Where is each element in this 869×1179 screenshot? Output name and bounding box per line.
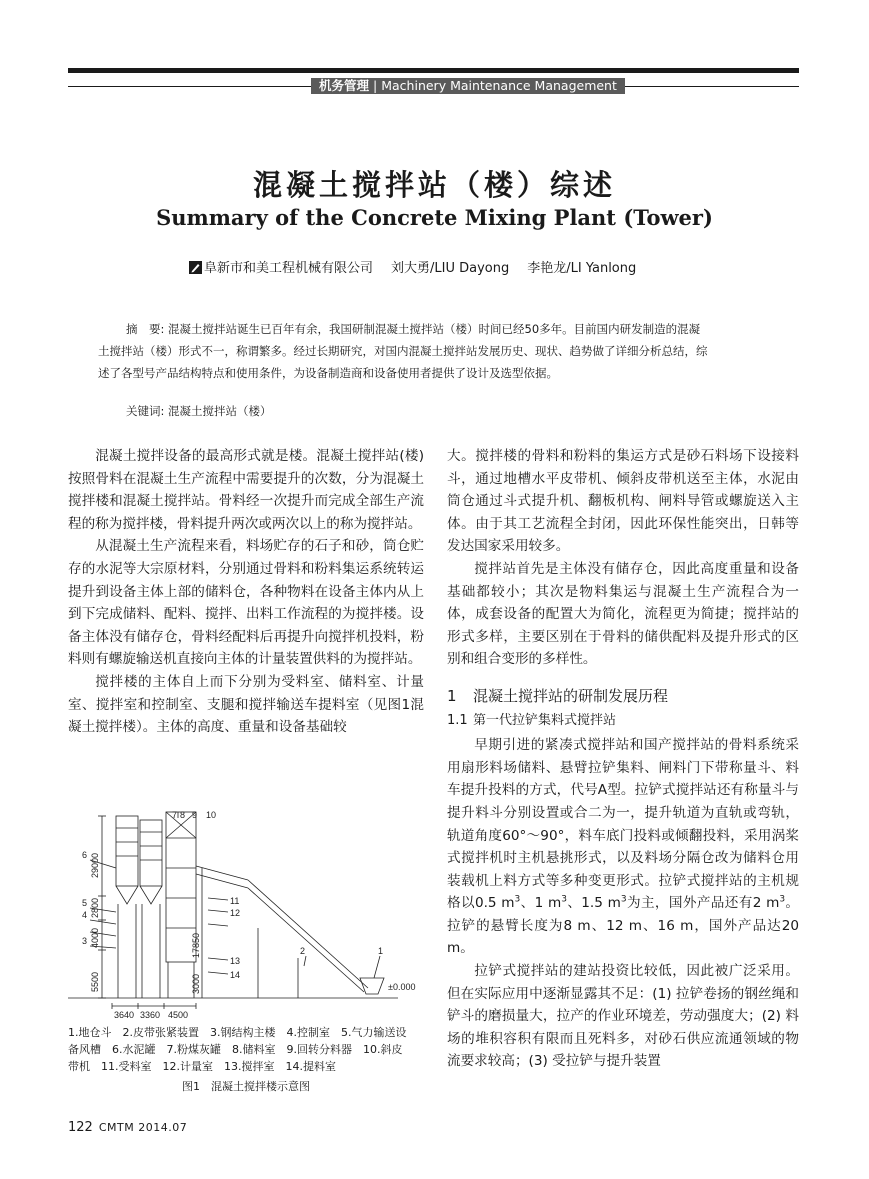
keywords xyxy=(126,403,272,419)
superscript: 3 xyxy=(620,894,627,905)
callout-number: 9 xyxy=(192,810,198,820)
callout-number: 2 xyxy=(300,946,306,956)
figure-legend xyxy=(68,1024,424,1075)
pen-icon xyxy=(189,261,202,274)
callout-number: 3 xyxy=(82,936,88,946)
dim-label: 4000 xyxy=(90,927,100,948)
paragraph: 搅拌站首先是主体没有储存仓，因此高度重量和设备基础都较小；其次是物料集运与混凝土生产流程合为一体，成套设备的配置大为简化，流程更为简捷；搅拌站的形式多样，主要区别在于骨料的储供配料及提升形式的区别和组合变形的多样性。 xyxy=(447,560,799,668)
callout-number: 10 xyxy=(206,810,217,820)
page-number: 122 xyxy=(68,1120,93,1135)
section-tag xyxy=(311,78,625,94)
text-run: 、1 m xyxy=(520,895,562,912)
abstract xyxy=(98,318,776,384)
right-column xyxy=(447,445,799,1073)
header-top-rule xyxy=(68,68,799,73)
superscript: 3 xyxy=(561,894,567,905)
page-footer xyxy=(68,1120,187,1135)
callout-number: 6 xyxy=(82,850,88,860)
left-column xyxy=(68,445,424,739)
superscript: 3 xyxy=(779,894,786,905)
legend-line: 备风槽 6.水泥罐 7.粉煤灰罐 8.储料室 9.回转分料器 10.斜皮 xyxy=(68,1043,403,1056)
keywords-text: 混凝土搅拌站（楼） xyxy=(168,404,272,418)
text-run: 为主，国外产品还有2 m xyxy=(626,895,780,912)
dim-label: 3640 xyxy=(114,1010,135,1020)
callout-number: 13 xyxy=(230,956,241,966)
article-title-cn: 混凝土搅拌站（楼）综述 xyxy=(252,168,616,202)
subsection-number: 1.1 xyxy=(447,712,468,728)
callout-number: 12 xyxy=(230,908,241,918)
section-separator: | xyxy=(373,78,378,93)
section-header xyxy=(68,78,799,94)
callout-number: 8 xyxy=(180,810,186,820)
dim-label: 29000 xyxy=(90,852,100,878)
abstract-line-1: 混凝土搅拌站诞生已百年有余，我国研制混凝土搅拌站（楼）时间已经50多年。目前国内研发制造的混凝 xyxy=(168,322,701,336)
abstract-label: 摘 要: xyxy=(126,322,165,336)
article-title-en: Summary of the Concrete Mixing Plant (Tower) xyxy=(156,205,713,230)
ground-level-label: ±0.000 xyxy=(388,982,416,992)
dim-label: 2800 xyxy=(90,897,100,918)
dim-label: 3000 xyxy=(191,973,201,994)
dim-label: 3360 xyxy=(140,1010,161,1020)
figure-caption: 图1 混凝土搅拌楼示意图 xyxy=(182,1080,310,1093)
section-title-en: Machinery Maintenance Management xyxy=(381,78,617,93)
paragraph: 混凝土搅拌设备的最高形式就是楼。混凝土搅拌站(楼)按照骨料在混凝土生产流程中需要提升的次数，分为混凝土搅拌楼和混凝土搅拌站。骨料经一次提升而完成全部生产流程的称为搅拌楼，骨料提升两次或两次以上的称为搅拌站。 xyxy=(68,448,424,532)
callout-number: 4 xyxy=(82,910,88,920)
abstract-line-3: 述了各型号产品结构特点和使用条件，为设备制造商和设备使用者提供了设计及选型依据。 xyxy=(98,366,558,380)
keywords-label: 关键词: xyxy=(126,404,165,418)
paragraph: 拉铲式搅拌站的建站投资比较低，因此被广泛采用。但在实际应用中逐渐显露其不足：(1) 拉铲卷扬的钢丝绳和铲斗的磨损量大，拉产的作业环境差，劳动强度大；(2) 料场的堆积容积有限而且死料多，对砂石供应流通领域的物流要求较高；(3) 受拉铲与提升装置 xyxy=(447,963,799,1070)
text-run: 早期引进的紧凑式搅拌站和国产搅拌站的骨料系统采用扇形料场储料、悬臂拉铲集料、闸料门下带称量斗、料车提升投料的方式，代号A型。拉铲式搅拌站还有称量斗与提升料斗分别设置或合二为一，提升轨道为直轨或弯轨，轨道角度60°～90°，料车底门投料或倾翻投料，采用涡桨式搅拌机时主机悬挑形式，以及料场分隔仓改为储料仓用装载机上料方式等多种变更形式。拉铲式搅拌站的主机规格以0.5 m xyxy=(447,737,799,912)
dim-label: 17850 xyxy=(191,932,201,958)
abstract-line-2: 土搅拌站（楼）形式不一，称谓繁多。经过长期研究，对国内混凝土搅拌站发展历史、现状、趋势做了详细分析总结，综 xyxy=(98,344,708,358)
journal-issue: CMTM 2014.07 xyxy=(98,1121,188,1134)
dim-label: 4500 xyxy=(168,1010,189,1020)
callout-number: 5 xyxy=(82,898,88,908)
section-heading-text: 混凝土搅拌站的研制发展历程 xyxy=(473,686,669,705)
legend-line: 1.地仓斗 2.皮带张紧装置 3.钢结构主楼 4.控制室 5.气力输送设 xyxy=(68,1026,407,1039)
text-run: 。拉铲的悬臂长度为8 m、12 m、16 m，国外产品达20 m。 xyxy=(447,895,800,957)
subsection-heading xyxy=(447,710,799,733)
callout-number: 1 xyxy=(378,946,384,956)
paragraph: 从混凝土生产流程来看，料场贮存的石子和砂，筒仓贮存的水泥等大宗原材料，分别通过骨料和粉料集运系统转运提升到设备主体上部的储料仓，各种物料在设备主体内从上到下完成储料、配料、搅拌、出料工作流程的为搅拌楼。设备主体没有储存仓，骨料经配料后再提升向搅拌机投料，粉料则有螺旋输送机直接向主体的计量装置供料的为搅拌站。 xyxy=(68,538,424,668)
author-line xyxy=(189,257,636,276)
paragraph: 大。搅拌楼的骨料和粉料的集运方式是砂石料场下设接料斗，通过地槽水平皮带机、倾斜皮带机送至主体，水泥由筒仓通过斗式提升机、翻板机构、闸料导管或螺旋送入主体。由于其工艺流程全封闭，因此环保性能突出，日韩等发达国家采用较多。 xyxy=(447,448,799,555)
paragraph: 搅拌楼的主体自上而下分别为受料室、储料室、计量室、搅拌室和控制室、支腿和搅拌输送车提料室（见图1混凝土搅拌楼）。主体的高度、重量和设备基础较 xyxy=(68,673,424,736)
legend-line: 带机 11.受料室 12.计量室 13.搅拌室 14.提料室 xyxy=(68,1060,336,1073)
author-2: 李艳龙/LI Yanlong xyxy=(527,261,637,276)
mixing-plant-diagram xyxy=(68,808,424,1020)
section-number: 1 xyxy=(447,686,457,705)
callout-number: 11 xyxy=(230,896,240,906)
text-run: 、1.5 m xyxy=(566,895,621,912)
affiliation: 阜新市和美工程机械有限公司 xyxy=(204,261,374,276)
dim-label: 5500 xyxy=(90,971,100,992)
subsection-heading-text: 第一代拉铲集料式搅拌站 xyxy=(473,712,617,728)
paragraph xyxy=(447,734,799,960)
author-1: 刘大勇/LIU Dayong xyxy=(391,261,510,276)
section-heading xyxy=(447,685,799,708)
callout-number: 7 xyxy=(172,810,178,820)
section-title-cn: 机务管理 xyxy=(319,78,370,93)
superscript: 3 xyxy=(514,894,521,905)
callout-number: 14 xyxy=(230,970,241,980)
